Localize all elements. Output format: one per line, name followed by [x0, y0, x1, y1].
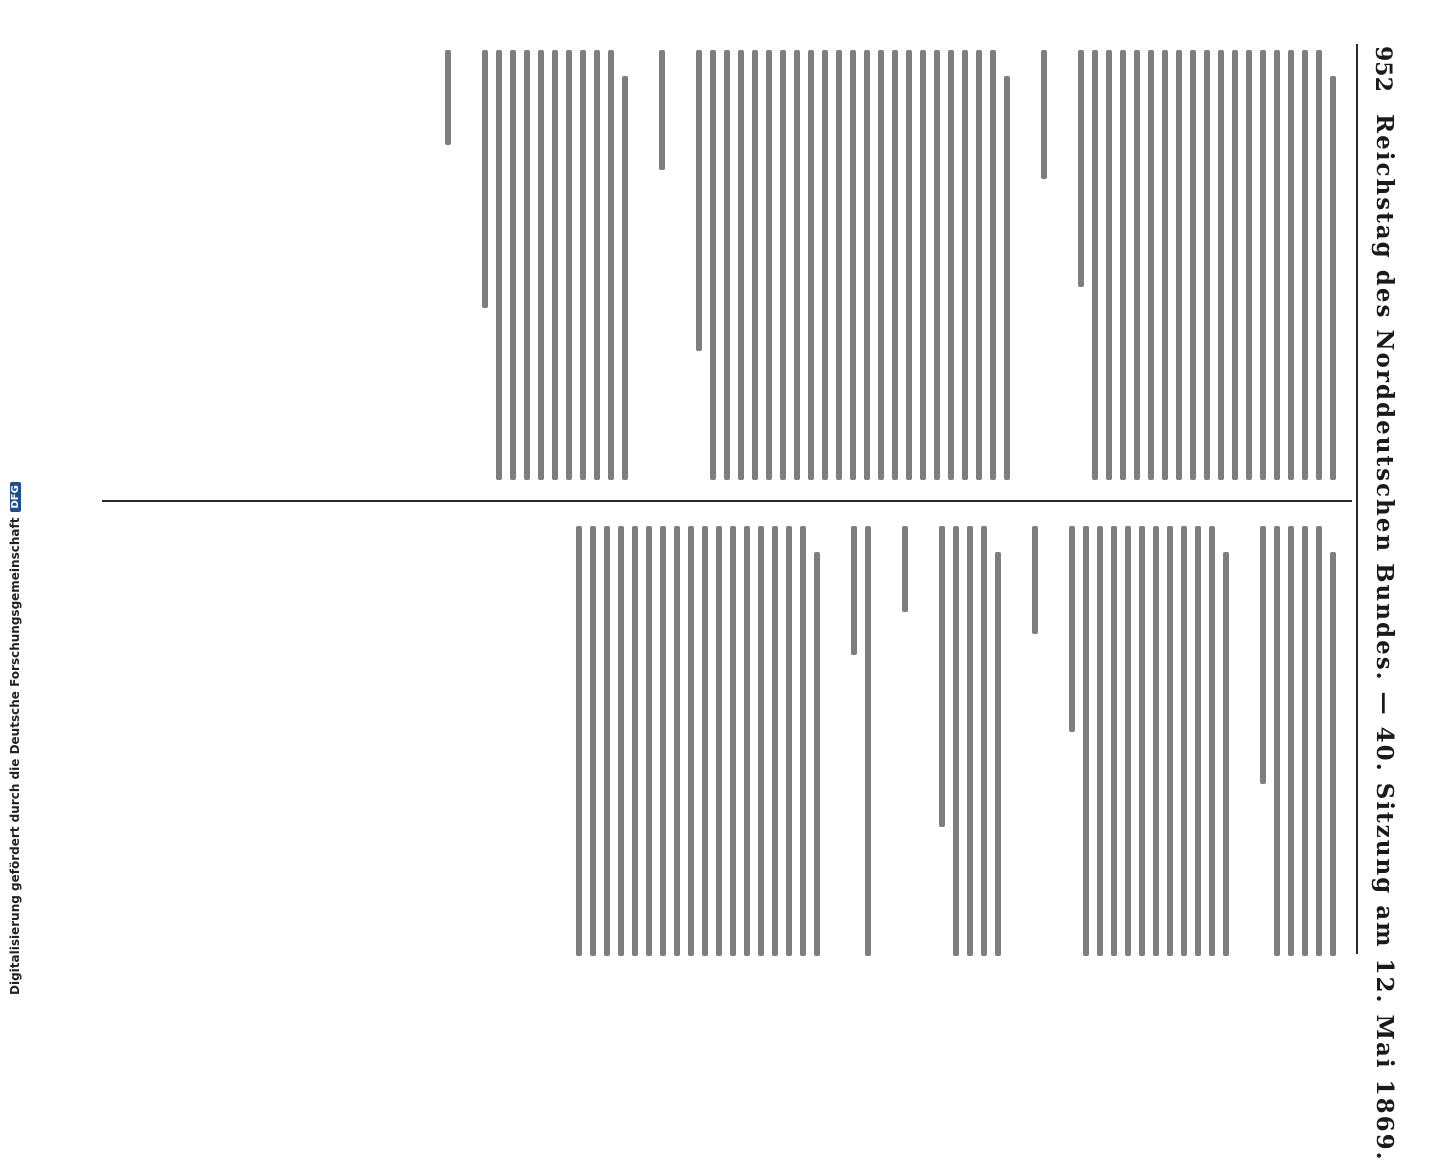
text-line: [1083, 526, 1089, 956]
text-line: [967, 526, 973, 956]
text-line: [948, 50, 954, 480]
text-line: [1218, 50, 1224, 480]
text-line: [688, 526, 694, 956]
text-line: [1288, 526, 1294, 956]
text-line: [580, 50, 586, 480]
text-line: [981, 526, 987, 956]
text-line: [1162, 50, 1168, 480]
text-line: [976, 50, 982, 480]
text-line: [990, 50, 996, 480]
text-line: [710, 50, 716, 480]
text-line: [766, 50, 772, 480]
text-line: [758, 526, 764, 956]
text-line: [659, 50, 665, 170]
text-line: [1106, 50, 1112, 480]
text-line: [566, 50, 572, 480]
text-line: [865, 526, 871, 956]
text-line: [482, 50, 488, 308]
text-column-right: [104, 526, 1344, 956]
text-line: [632, 526, 638, 956]
text-line: [1120, 50, 1126, 480]
text-line: [752, 50, 758, 480]
text-line: [594, 50, 600, 480]
text-line: [1125, 526, 1131, 956]
text-line: [864, 50, 870, 480]
text-line: [920, 50, 926, 480]
text-line: [1148, 50, 1154, 480]
text-line: [939, 526, 945, 827]
text-line: [1139, 526, 1145, 956]
text-line: [702, 526, 708, 956]
text-line: [1069, 526, 1075, 732]
text-line: [1092, 50, 1098, 480]
text-line: [622, 76, 628, 480]
text-line: [1274, 50, 1280, 480]
text-line: [524, 50, 530, 480]
text-line: [995, 552, 1001, 956]
text-line: [724, 50, 730, 480]
text-line: [1078, 50, 1084, 287]
watermark-text: Digitalisierung gefördert durch die Deutsche Forschungsgemeinschaft: [8, 517, 22, 995]
text-line: [510, 50, 516, 480]
document-page: [92, 20, 1432, 1162]
text-line: [822, 50, 828, 480]
dfg-logo-icon: DFG: [10, 482, 21, 511]
text-line: [496, 50, 502, 480]
page-number: 952: [1370, 46, 1396, 92]
text-line: [1167, 526, 1173, 956]
text-line: [1223, 552, 1229, 956]
text-line: [538, 50, 544, 480]
text-line: [1330, 76, 1336, 480]
text-line: [696, 50, 702, 351]
text-line: [1288, 50, 1294, 480]
text-line: [902, 526, 908, 612]
header-rule: [1356, 44, 1358, 954]
column-rule: [102, 500, 1352, 502]
text-line: [1274, 526, 1280, 956]
text-line: [730, 526, 736, 956]
text-line: [1302, 526, 1308, 956]
text-line: [738, 50, 744, 480]
text-line: [1316, 526, 1322, 956]
text-line: [445, 50, 451, 145]
text-line: [604, 526, 610, 956]
text-line: [1260, 526, 1266, 784]
running-header: Reichstag des Norddeutschen Bundes. — 40. Sitzung am 12. Mai 1869.: [1371, 114, 1398, 1162]
text-line: [1032, 526, 1038, 634]
text-line: [772, 526, 778, 956]
text-line: [576, 526, 582, 956]
text-line: [1246, 50, 1252, 480]
text-line: [1330, 552, 1336, 956]
text-line: [1190, 50, 1196, 480]
text-line: [1195, 526, 1201, 956]
text-line: [1041, 50, 1047, 179]
text-line: [716, 526, 722, 956]
text-line: [1153, 526, 1159, 956]
text-line: [1176, 50, 1182, 480]
text-line: [814, 552, 820, 956]
text-line: [1097, 526, 1103, 956]
text-line: [794, 50, 800, 480]
text-line: [674, 526, 680, 956]
text-column-left: [104, 50, 1344, 480]
text-line: [646, 526, 652, 956]
text-line: [780, 50, 786, 480]
text-line: [744, 526, 750, 956]
text-line: [1111, 526, 1117, 956]
text-line: [953, 526, 959, 956]
digitization-watermark: [8, 275, 22, 995]
text-line: [850, 50, 856, 480]
text-line: [552, 50, 558, 480]
text-line: [878, 50, 884, 480]
text-line: [660, 526, 666, 956]
text-line: [892, 50, 898, 480]
text-line: [1134, 50, 1140, 480]
text-line: [962, 50, 968, 480]
text-line: [618, 526, 624, 956]
text-line: [1204, 50, 1210, 480]
text-line: [800, 526, 806, 956]
text-line: [1232, 50, 1238, 480]
text-line: [1316, 50, 1322, 480]
text-line: [608, 50, 614, 480]
text-line: [934, 50, 940, 480]
text-line: [786, 526, 792, 956]
text-line: [808, 50, 814, 480]
text-line: [1209, 526, 1215, 956]
text-line: [1260, 50, 1266, 480]
text-line: [1181, 526, 1187, 956]
text-line: [590, 526, 596, 956]
text-line: [851, 526, 857, 655]
text-line: [906, 50, 912, 480]
text-line: [1302, 50, 1308, 480]
text-line: [836, 50, 842, 480]
text-line: [1004, 76, 1010, 480]
